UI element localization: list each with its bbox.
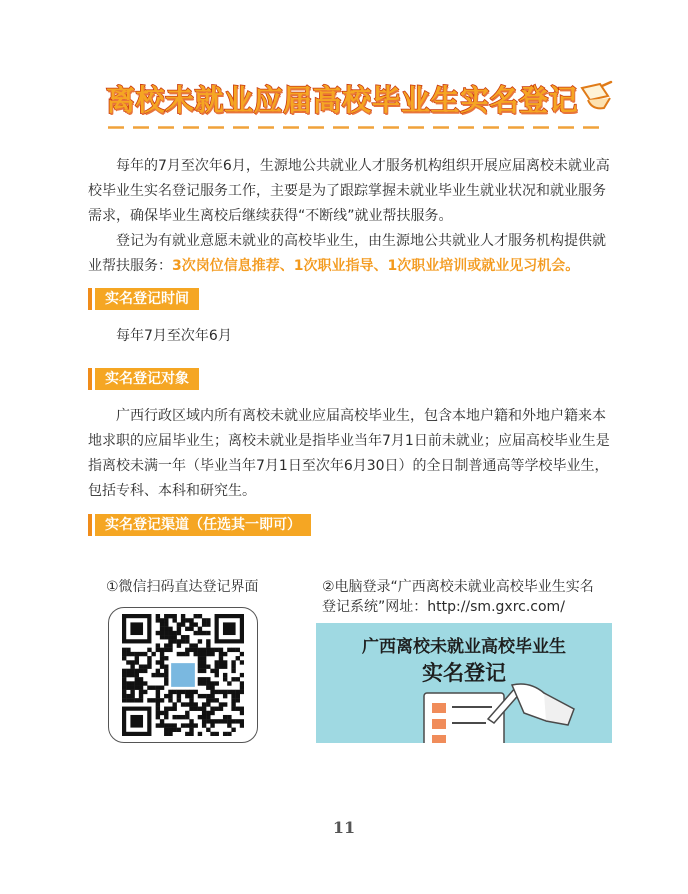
section-heading-target-label: 实名登记对象 [95, 368, 199, 390]
heading-accent [88, 288, 92, 310]
page-title: 离校未就业应届高校毕业生实名登记 [106, 83, 579, 117]
section-heading-time-label: 实名登记时间 [95, 288, 199, 310]
qr-code-card[interactable] [108, 607, 258, 743]
title-divider [108, 126, 608, 129]
page-title-block [100, 78, 620, 118]
qr-code[interactable] [122, 614, 244, 736]
channel-option-web [322, 577, 622, 617]
registration-target-text: 广西行政区域内所有离校未就业应届高校毕业生，包含本地户籍和外地户籍来本地求职的应届毕业生；离校未就业是指毕业当年7月1日前未就业；应届高校毕业生是指离校未满一年（毕业当年7月1日至次年6月30日）的全日制普通高等学校毕业生，包括专科、本科和研究生。 [88, 408, 610, 499]
heading-accent [88, 514, 92, 536]
banner-title-line1: 广西离校未就业高校毕业生 [362, 637, 566, 657]
channel-option-wechat: ①微信扫码直达登记界面 [106, 579, 259, 595]
page-number: 11 [332, 818, 356, 837]
heading-accent [88, 368, 92, 390]
registration-form-illustration [316, 623, 612, 743]
intro-paragraph-2-text: 登记为有就业意愿未就业的高校毕业生，由生源地公共就业人才服务机构提供就业帮扶服务： [88, 233, 606, 274]
service-highlight: 3次岗位信息推荐、1次职业指导、1次职业培训或就业见习机会。 [172, 258, 580, 274]
registration-time-text: 每年7月至次年6月 [116, 328, 232, 344]
hand-writing-icon [578, 80, 614, 114]
intro-paragraph-1: 每年的7月至次年6月，生源地公共就业人才服务机构组织开展应届离校未就业高校毕业生实名登记服务工作，主要是为了跟踪掌握未就业毕业生就业状况和就业服务需求，确保毕业生离校后继续获得“不断线”就业帮扶服务。 [88, 158, 610, 224]
intro-paragraph-2 [88, 229, 618, 279]
section-heading-channel-label: 实名登记渠道（任选其一即可） [95, 514, 311, 536]
channel-option-web-line2[interactable]: 登记系统”网址：http://sm.gxrc.com/ [322, 599, 565, 615]
intro-block [88, 154, 618, 279]
banner-title-line2: 实名登记 [422, 661, 506, 685]
channel-option-web-line1: ②电脑登录“广西离校未就业高校毕业生实名 [322, 579, 594, 595]
registration-banner[interactable] [316, 623, 612, 743]
